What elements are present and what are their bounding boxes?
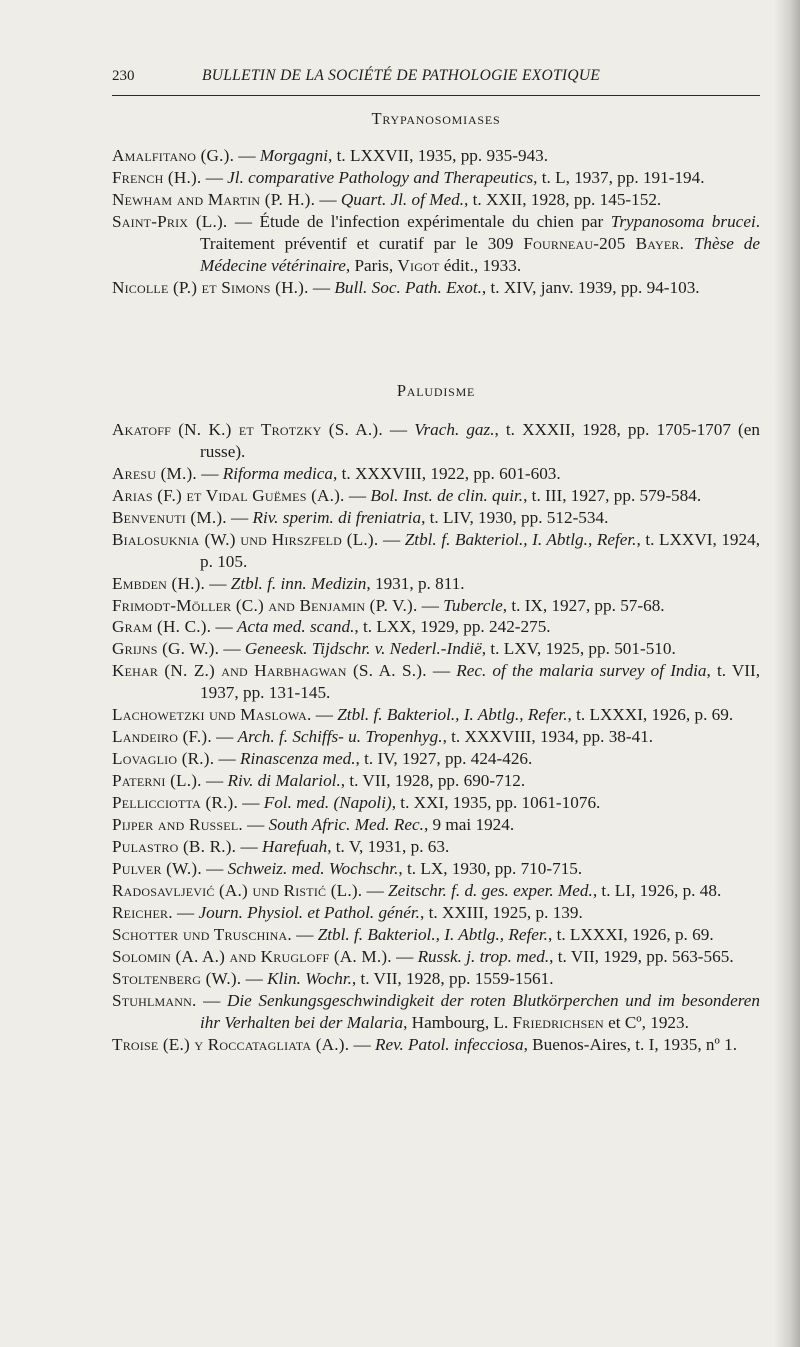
reference-journal: Thèse de Médecine vétérinaire	[200, 233, 761, 275]
reference-entry	[112, 595, 760, 617]
section-heading-paludisme: Paludisme	[396, 381, 476, 400]
reference-entry	[112, 638, 760, 660]
reference-entry	[112, 463, 760, 485]
reference-rest: , t. XXXVIII, 1934, pp. 38-41.	[442, 727, 654, 747]
reference-entry	[112, 836, 760, 858]
reference-author: Pulastro (B. R.).	[112, 837, 237, 857]
reference-pre: —	[308, 277, 335, 297]
reference-author: Gram (H. C.).	[112, 617, 212, 637]
reference-sc: Friedrichsen	[512, 1012, 604, 1032]
reference-rest: , 1931, p. 811.	[366, 573, 465, 593]
reference-journal: Harefuah	[261, 837, 328, 857]
reference-author: Bialosuknia (W.) und Hirszfeld (L.).	[112, 529, 379, 549]
reference-entry	[112, 748, 760, 770]
reference-entry	[112, 792, 760, 814]
reference-author: Lachowetzki und Maslowa.	[112, 705, 312, 725]
reference-entry	[112, 968, 760, 990]
reference-pre: —	[426, 661, 457, 681]
reference-pre: —	[344, 485, 371, 505]
reference-entry	[112, 616, 760, 638]
reference-pre: —	[349, 1034, 375, 1054]
reference-pre: —	[172, 903, 199, 923]
reference-author: Newham and Martin (P. H.).	[112, 189, 316, 209]
reference-author: Lovaglio (R.).	[112, 749, 215, 769]
reference-journal: Journ. Physiol. et Pathol. génér.	[198, 903, 420, 923]
reference-rest: . Traitement préventif et curatif par le 309	[200, 211, 761, 253]
reference-pre: —	[196, 463, 223, 483]
reference-pre: —	[417, 595, 444, 615]
reference-pre: —	[214, 749, 240, 769]
reference-pre: —	[378, 529, 405, 549]
reference-pre: —	[201, 167, 228, 187]
reference-rest: , t. LIV, 1930, pp. 512-534.	[421, 507, 609, 527]
reference-author: Stuhlmann.	[112, 991, 197, 1011]
reference-entry	[112, 858, 760, 880]
reference-author: French (H.).	[112, 167, 202, 187]
reference-rest: , t. XXIII, 1925, p. 139.	[419, 903, 583, 923]
reference-rest: , 9 mai 1924.	[423, 815, 515, 835]
reference-journal: Riv. di Malariol.	[227, 771, 341, 791]
journal-title: BULLETIN DE LA SOCIÉTÉ DE PATHOLOGIE EXOTIQUE	[202, 67, 601, 84]
reference-author: Amalfitano (G.).	[112, 146, 235, 165]
reference-entry	[112, 507, 760, 529]
reference-rest: , t. L, 1937, pp. 191-194.	[533, 167, 705, 187]
section-heading-trypanosomiases: Trypanosomiases	[371, 109, 501, 128]
reference-journal: Rec. of the malaria survey of India	[456, 661, 707, 681]
reference-rest: , t. XXI, 1935, pp. 1061-1076.	[391, 793, 601, 813]
reference-rest: , t. IV, 1927, pp. 424-426.	[355, 749, 533, 769]
reference-pre: —	[315, 189, 341, 209]
reference-entry	[112, 990, 760, 1034]
reference-author: Landeiro (F.).	[112, 727, 212, 747]
reference-rest: , t. VII, 1929, pp. 563-565.	[549, 947, 734, 967]
reference-journal: Fol. med. (Napoli)	[263, 793, 392, 813]
reference-rest: , t. V, 1931, p. 63.	[327, 837, 450, 857]
reference-author: Radosavljević (A.) und Ristić (L.).	[112, 881, 363, 901]
reference-rest: , t. LXXVI, 1924, p. 105.	[200, 529, 761, 571]
reference-author: Paterni (L.).	[112, 771, 202, 791]
reference-journal: Riforma medica	[222, 463, 333, 483]
reference-rest: , t. IX, 1927, pp. 57-68.	[502, 595, 665, 615]
reference-rest: édit., 1933.	[439, 255, 522, 275]
reference-rest: , Hambourg, L.	[403, 1012, 513, 1032]
reference-rest: , t. LXXXI, 1926, p. 69.	[547, 925, 714, 945]
reference-author: Aresu (M.).	[112, 463, 197, 483]
reference-pre: —	[219, 639, 245, 659]
reference-author: Kehar (N. Z.) and Harbhagwan (S. A. S.).	[112, 661, 427, 681]
reference-pre: —	[241, 969, 268, 989]
reference-rest: , t. VII, 1928, pp. 690-712.	[340, 771, 526, 791]
reference-pre: —	[242, 815, 269, 835]
reference-author: Grijns (G. W.).	[112, 639, 220, 659]
reference-entry	[112, 946, 760, 968]
reference-author: Reicher.	[112, 903, 173, 923]
reference-pre: —	[205, 573, 231, 593]
reference-author: Akatoff (N. K.) et Trotzky (S. A.).	[112, 420, 383, 439]
reference-journal: Geneesk. Tijdschr. v. Nederl.-Indië	[244, 639, 482, 659]
reference-rest: et Cº, 1923.	[603, 1012, 689, 1032]
reference-author: Benvenuti (M.).	[112, 507, 227, 527]
reference-journal: Zeitschr. f. d. ges. exper. Med.	[388, 881, 593, 901]
reference-entry	[112, 277, 760, 299]
reference-journal: Rev. Patol. infecciosa	[374, 1034, 524, 1054]
reference-pre: —	[362, 881, 389, 901]
reference-author: Arias (F.) et Vidal Guëmes (A.).	[112, 485, 345, 505]
reference-pre: —	[382, 420, 415, 439]
reference-author: Stoltenberg (W.).	[112, 969, 242, 989]
reference-journal: Ztbl. f. Bakteriol., I. Abtlg., Refer.	[337, 705, 568, 725]
reference-rest: , Buenos-Aires, t. I, 1935, nº 1.	[523, 1034, 738, 1054]
reference-pre: —	[196, 991, 227, 1011]
reference-author: Saint-Prix (L.).	[112, 211, 228, 231]
reference-author: Embden (H.).	[112, 573, 205, 593]
reference-sc: Vigot	[397, 255, 440, 275]
reference-pre: —	[201, 859, 228, 879]
reference-journal: Morgagni	[259, 146, 328, 165]
reference-author: Nicolle (P.) et Simons (H.).	[112, 277, 309, 297]
reference-author: Troise (E.) y Roccatagliata (A.).	[112, 1034, 350, 1054]
reference-journal: Ztbl. f. inn. Medizin	[230, 573, 367, 593]
reference-rest: , t. LXXVII, 1935, pp. 935-943.	[327, 146, 549, 165]
reference-pre: —	[234, 146, 260, 165]
section-paludisme	[112, 419, 760, 1056]
reference-entry	[112, 529, 760, 573]
reference-pre: — Étude de l'infection expérimentale du chien par	[227, 211, 611, 231]
reference-pre: —	[236, 837, 262, 857]
page-edge-shadow	[774, 0, 800, 1347]
reference-author: Pijper and Russel.	[112, 815, 243, 835]
reference-pre: —	[211, 617, 237, 637]
reference-entry	[112, 1034, 760, 1056]
reference-entry	[112, 211, 760, 276]
reference-author: Schotter und Truschina.	[112, 925, 292, 945]
reference-pre: —	[391, 947, 418, 967]
reference-rest: , t. III, 1927, pp. 579-584.	[523, 485, 702, 505]
reference-pre: —	[201, 771, 228, 791]
reference-rest: .	[679, 233, 694, 253]
reference-entry	[112, 902, 760, 924]
reference-pre: —	[226, 507, 253, 527]
reference-author: Pellicciotta (R.).	[112, 793, 238, 813]
reference-rest: , t. XXII, 1928, pp. 145-152.	[464, 189, 662, 209]
reference-rest: , t. LXV, 1925, pp. 501-510.	[481, 639, 676, 659]
reference-rest: , t. XXXVIII, 1922, pp. 601-603.	[332, 463, 561, 483]
reference-journal: Rinascenza med.	[240, 749, 356, 769]
reference-entry	[112, 145, 760, 167]
reference-pre: —	[211, 727, 238, 747]
reference-journal: Bull. Soc. Path. Exot.	[334, 277, 482, 297]
reference-journal: Jl. comparative Pathology and Therapeutics	[227, 167, 534, 187]
reference-rest: , t. LXX, 1929, pp. 242-275.	[354, 617, 551, 637]
reference-pre: —	[237, 793, 264, 813]
reference-rest: , t. VII, 1928, pp. 1559-1561.	[351, 969, 554, 989]
reference-entry	[112, 419, 760, 463]
reference-journal: South Afric. Med. Rec.	[268, 815, 424, 835]
reference-entry	[112, 924, 760, 946]
reference-journal: Klin. Wochr.	[267, 969, 352, 989]
reference-entry	[112, 167, 760, 189]
reference-journal: Quart. Jl. of Med.	[340, 189, 465, 209]
reference-rest: , t. VII, 1937, pp. 131-145.	[200, 661, 761, 703]
section-trypanosomiases	[112, 145, 760, 299]
reference-pre: —	[311, 705, 338, 725]
reference-journal: Bol. Inst. de clin. quir.	[370, 485, 524, 505]
reference-journal: Acta med. scand.	[236, 617, 355, 637]
reference-author: Solomin (A. A.) and Krugloff (A. M.).	[112, 947, 392, 967]
reference-entry	[112, 726, 760, 748]
reference-pre: —	[291, 925, 318, 945]
reference-rest: , t. LX, 1930, pp. 710-715.	[398, 859, 583, 879]
reference-journal: Trypanosoma brucei	[610, 211, 756, 231]
reference-author: Frimodt-Möller (C.) and Benjamin (P. V.).	[112, 595, 418, 615]
header-rule	[112, 95, 760, 96]
reference-rest: , t. LXXXI, 1926, p. 69.	[567, 705, 734, 725]
reference-rest: , t. XIV, janv. 1939, pp. 94-103.	[481, 277, 700, 297]
page-number: 230	[112, 68, 135, 84]
reference-journal: Russk. j. trop. med.	[417, 947, 550, 967]
reference-entry	[112, 814, 760, 836]
reference-rest: , t. LI, 1926, p. 48.	[592, 881, 722, 901]
reference-entry	[112, 880, 760, 902]
reference-entry	[112, 704, 760, 726]
reference-journal: Arch. f. Schiffs- u. Tropenhyg.	[237, 727, 443, 747]
reference-rest: , Paris,	[345, 255, 398, 275]
reference-sc: Fourneau-205 Bayer	[523, 233, 680, 253]
reference-entry	[112, 660, 760, 704]
reference-entry	[112, 189, 760, 211]
reference-journal: Tubercle	[443, 595, 503, 615]
reference-entry	[112, 573, 760, 595]
reference-journal: Die Senkungsgeschwindigkeit der roten Blutkörperchen und im besonderen ihr Verhalten bei der Malaria	[200, 991, 761, 1032]
reference-rest: , t. XXXII, 1928, pp. 1705-1707 (en russe).	[200, 420, 760, 461]
reference-journal: Vrach. gaz.	[414, 420, 495, 439]
reference-journal: Ztbl. f. Bakteriol., I. Abtlg., Refer.	[317, 925, 548, 945]
reference-entry	[112, 770, 760, 792]
reference-journal: Ztbl. f. Bakteriol., I. Abtlg., Refer.	[404, 529, 637, 549]
reference-entry	[112, 485, 760, 507]
reference-journal: Riv. sperim. di freniatria	[252, 507, 422, 527]
reference-author: Pulver (W.).	[112, 859, 202, 879]
reference-journal: Schweiz. med. Wochschr.	[227, 859, 399, 879]
